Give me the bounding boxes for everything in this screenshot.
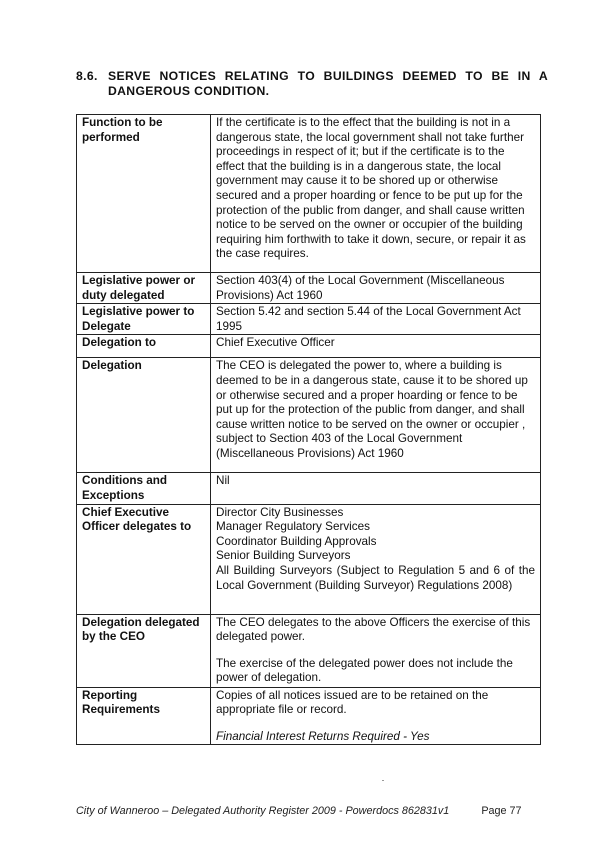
row-content [211, 358, 541, 473]
row-label: Delegation to [77, 335, 211, 358]
row-label: Chief Executive Officer delegates to [77, 504, 211, 614]
table-row [77, 358, 541, 473]
table-row [77, 614, 541, 687]
delegate-line: All Building Surveyors (Subject to Regulation 5 and 6 of the Local Government (Building Surveyor) Regulations 2008) [216, 563, 535, 592]
reporting-text: Copies of all notices issued are to be retained on the appropriate file or record. [216, 688, 489, 717]
table-row [77, 115, 541, 273]
table-row [77, 335, 541, 358]
page-number: Page 77 [481, 805, 522, 817]
function-text: If the certificate is to the effect that the building is not in a dangerous state, the local government shall not take further proceedings in respect of it; but if the certificate is to the effect that the building is in a dangerous state, the local government may cause it to be shored up or otherwise secured and a proper hoarding or fence to be put up for the protection of the public from danger, and shall cause written notice to be served on the owner or occupier of the building requiring him forthwith to take it down, secure, or repair it as the case requires. [216, 116, 526, 261]
legislative-power-text: Section 403(4) of the Local Government (Miscellaneous Provisions) Act 1960 [216, 274, 505, 302]
page-footer [76, 805, 536, 817]
row-label: Conditions and Exceptions [77, 473, 211, 504]
row-label: Legislative power to Delegate [77, 304, 211, 335]
row-label: Reporting Requirements [77, 687, 211, 745]
row-content [211, 304, 541, 335]
table-row [77, 273, 541, 304]
delegate-line: Manager Regulatory Services [216, 520, 370, 534]
table-row [77, 504, 541, 614]
delegate-line: Senior Building Surveyors [216, 549, 351, 563]
row-label: Delegation delegated by the CEO [77, 614, 211, 687]
sub-delegation-note: The exercise of the delegated power does not include the power of delegation. [216, 656, 513, 685]
row-content [211, 273, 541, 304]
row-content [211, 473, 541, 504]
delegation-text: The CEO is delegated the power to, where a building is deemed to be in a dangerous state, cause it to be shored up or otherwise secured and a proper hoarding or fence to be put up for the protection of the public from danger, and shall cause written notice to be served on the owner or occupier , subject to Section 403 of the Local Government (Miscellaneous Provisions) Act 1960 [216, 359, 528, 460]
power-to-delegate-text: Section 5.42 and section 5.44 of the Local Government Act 1995 [216, 305, 521, 333]
table-row [77, 304, 541, 335]
scan-speck [382, 780, 384, 781]
delegate-line: Director City Businesses [216, 505, 344, 519]
row-content [211, 335, 541, 358]
section-heading [76, 69, 548, 99]
table-row [77, 473, 541, 504]
sub-delegation-text: The CEO delegates to the above Officers the exercise of this delegated power. [216, 615, 531, 644]
row-content [211, 504, 541, 614]
row-content [211, 687, 541, 745]
section-number: 8.6. [76, 69, 98, 83]
row-label: Legislative power or duty delegated [77, 273, 211, 304]
conditions-text: Nil [216, 474, 230, 488]
delegation-table [76, 114, 541, 745]
row-content [211, 614, 541, 687]
financial-interest-text: Financial Interest Returns Required - Yes [216, 729, 430, 743]
delegation-to-text: Chief Executive Officer [216, 336, 335, 350]
row-content [211, 115, 541, 273]
table-row [77, 687, 541, 745]
delegate-line: Coordinator Building Approvals [216, 534, 377, 548]
row-label: Delegation [77, 358, 211, 473]
footer-text: City of Wanneroo – Delegated Authority Register 2009 - Powerdocs 862831v1 [76, 805, 450, 817]
row-label: Function to be performed [77, 115, 211, 273]
section-title: SERVE NOTICES RELATING TO BUILDINGS DEEMED TO BE IN A DANGEROUS CONDITION. [108, 69, 548, 98]
